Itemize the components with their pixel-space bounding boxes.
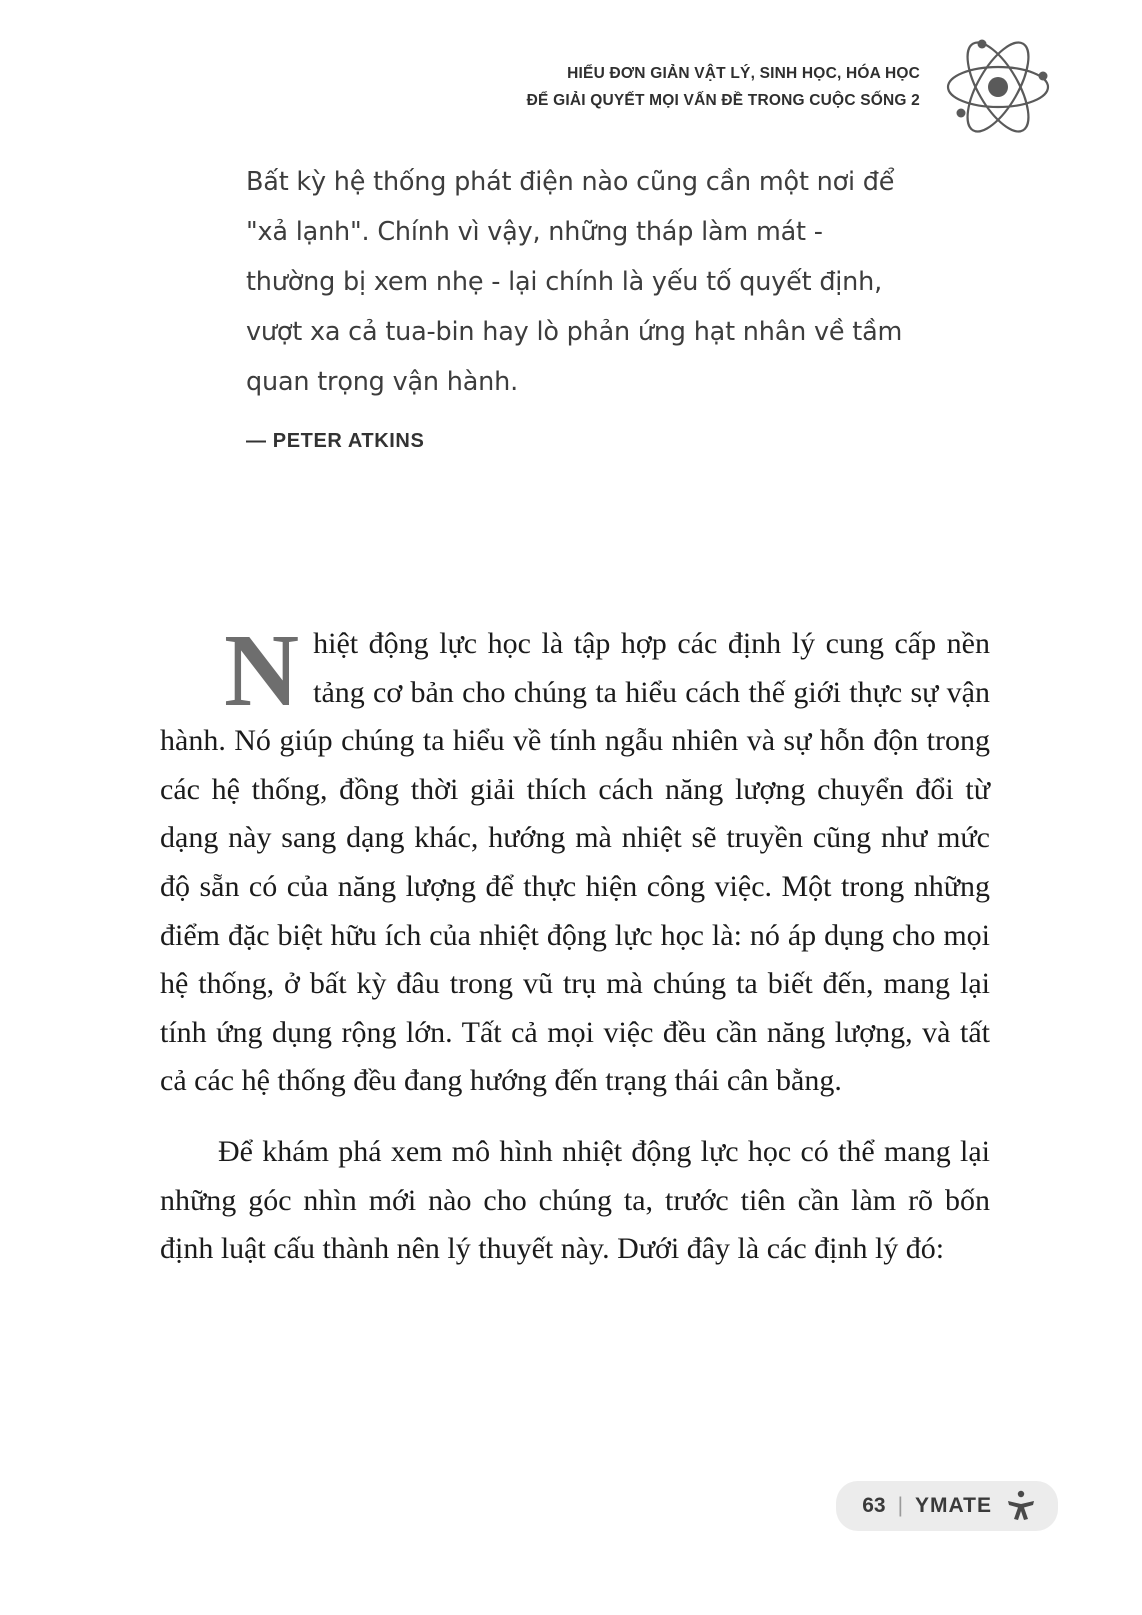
page-footer	[836, 1481, 1058, 1531]
quote-attribution: — PETER ATKINS	[246, 430, 425, 452]
paragraph-two: Để khám phá xem mô hình nhiệt động lực học có thể mang lại những góc nhìn mới nào cho chúng ta, trước tiên cần làm rõ bốn định luật cấu thành nên lý thuyết này. Dưới đây là các định lý đó:	[160, 1134, 990, 1266]
footer-separator: |	[897, 1494, 904, 1517]
page-header	[527, 28, 1058, 146]
header-title-line-1: HIỂU ĐƠN GIẢN VẬT LÝ, SINH HỌC, HÓA HỌC	[567, 64, 920, 82]
paragraph-one-text: hiệt động lực học là tập hợp các định lý cung cấp nền tảng cơ bản cho chúng ta hiểu cách thế giới thực sự vận hành. Nó giúp chúng ta hiểu về tính ngẫu nhiên và sự hỗn độn trong các hệ thống, đồng thời giải thích cách năng lượng chuyển đổi từ dạng này sang dạng khác, hướng mà nhiệt sẽ truyền cũng như mức độ sẵn có của năng lượng để thực hiện công việc. Một trong những điểm đặc biệt hữu ích của nhiệt động lực học là: nó áp dụng cho mọi hệ thống, ở bất kỳ đâu trong vũ trụ mà chúng ta biết đến, mang lại tính ứng dụng rộng lớn. Tất cả mọi việc đều cần năng lượng, và tất cả các hệ thống đều đang hướng đến trạng thái cân bằng.	[160, 627, 990, 1098]
pull-quote: Bất kỳ hệ thống phát điện nào cũng cần một nơi để "xả lạnh". Chính vì vậy, những tháp làm mát - thường bị xem nhẹ - lại chính là yếu tố quyết định, vượt xa cả tua-bin hay lò phản ứng hạt nhân về tầm quan trọng vận hành.	[246, 167, 903, 397]
page-number: 63	[862, 1494, 886, 1517]
brand-name: YMATE	[915, 1494, 992, 1517]
ymate-logo-icon	[1004, 1489, 1038, 1523]
paragraph-one	[160, 613, 990, 1106]
atom-icon	[938, 28, 1058, 146]
drop-cap: N	[224, 613, 300, 728]
header-title-line-2: ĐỂ GIẢI QUYẾT MỌI VẤN ĐỀ TRONG CUỘC SỐNG 2	[526, 92, 920, 109]
header-title-block	[527, 60, 920, 114]
body-content	[160, 613, 990, 1280]
